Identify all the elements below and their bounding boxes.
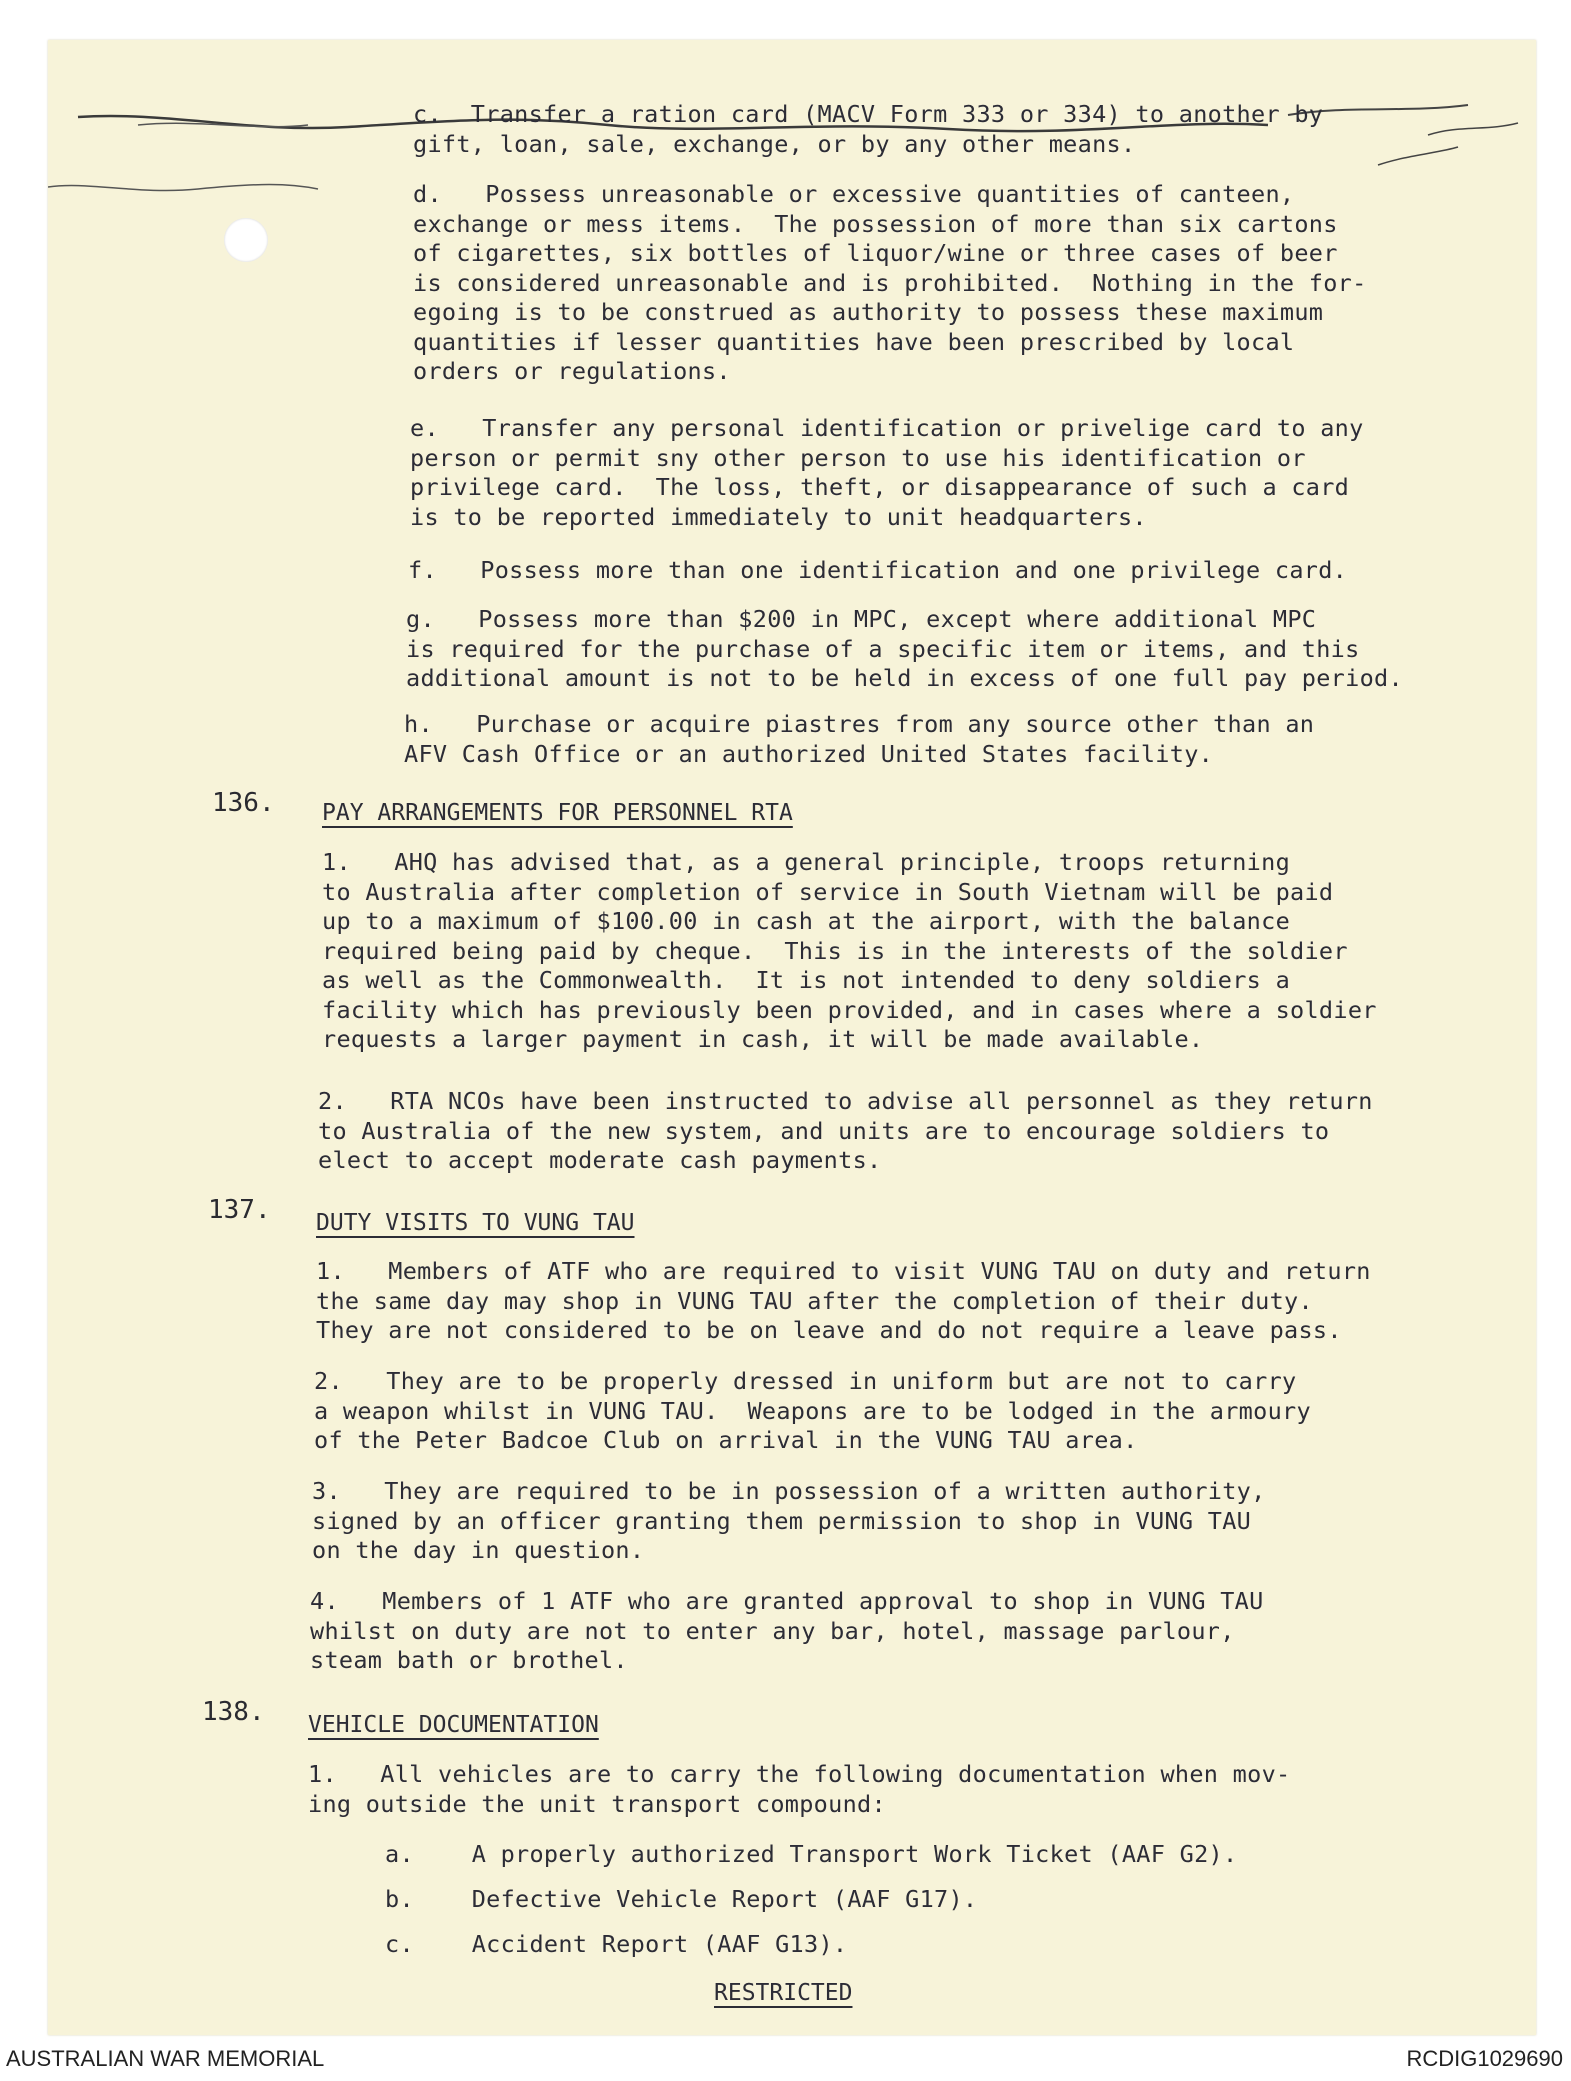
section-heading-138: VEHICLE DOCUMENTATION <box>308 1712 599 1738</box>
section-136-para-2: 2. RTA NCOs have been instructed to advise all personnel as they return to Australia of the new system, and units are to encourage soldiers to elect to accept moderate cash payments. <box>318 1087 1373 1174</box>
section-138-item-a: a. A properly authorized Transport Work Ticket (AAF G2). <box>385 1840 1238 1868</box>
section-137-para-2: 2. They are to be properly dressed in uniform but are not to carry a weapon whilst in VUNG TAU. Weapons are to be lodged in the armoury of the Peter Badcoe Club on arrival in the VUNG TAU area. <box>314 1367 1311 1454</box>
item-g: g. Possess more than $200 in MPC, except where additional MPC is required for the purchase of a specific item or items, and this additional amount is not to be held in excess of one full pay period. <box>406 605 1403 692</box>
section-heading-136: PAY ARRANGEMENTS FOR PERSONNEL RTA <box>322 800 793 826</box>
item-d: d. Possess unreasonable or excessive quantities of canteen, exchange or mess items. The possession of more than six cartons of cigarettes, six bottles of liquor/wine or three cases of beer is considered unreasonable and is prohibited. Nothing in the for- egoing is to be construed as authority to possess these maximum quantities if lesser quantities have been prescribed by local orders or regulations. <box>413 180 1367 385</box>
section-number-138: 138. <box>202 1697 265 1727</box>
section-136-para-1: 1. AHQ has advised that, as a general principle, troops returning to Australia after completion of service in South Vietnam will be paid up to a maximum of $100.00 in cash at the airport, with the balance required being paid by cheque. This is in the interests of the soldier as well as the Commonwealth. It is not intended to deny soldiers a facility which has previously been provided, and in cases where a soldier requests a larger payment in cash, it will be made available. <box>322 848 1377 1053</box>
section-137-para-1: 1. Members of ATF who are required to visit VUNG TAU on duty and return the same day may shop in VUNG TAU after the completion of their duty. They are not considered to be on leave and do not require a leave pass. <box>316 1257 1371 1344</box>
section-138-item-c: c. Accident Report (AAF G13). <box>385 1930 848 1958</box>
section-number-137: 137. <box>208 1195 271 1225</box>
section-heading-137: DUTY VISITS TO VUNG TAU <box>316 1210 635 1236</box>
classification-marking: RESTRICTED <box>714 1980 853 2006</box>
punch-hole <box>224 218 268 262</box>
section-138-para-1: 1. All vehicles are to carry the following documentation when mov- ing outside the unit transport compound: <box>308 1760 1291 1818</box>
item-c: c. Transfer a ration card (MACV Form 333 or 334) to another by gift, loan, sale, exchange, or by any other means. <box>413 100 1324 158</box>
footer-archive-name: AUSTRALIAN WAR MEMORIAL <box>6 2046 325 2071</box>
section-number-136: 136. <box>212 788 275 818</box>
item-e: e. Transfer any personal identification or privelige card to any person or permit sny other person to use his identification or privilege card. The loss, theft, or disappearance of such a card is to be reported immediately to unit headquarters. <box>410 414 1364 531</box>
section-138-item-b: b. Defective Vehicle Report (AAF G17). <box>385 1885 978 1913</box>
item-f: f. Possess more than one identification and one privilege card. <box>408 556 1348 584</box>
footer-record-id: RCDIG1029690 <box>1406 2046 1563 2071</box>
item-h: h. Purchase or acquire piastres from any source other than an AFV Cash Office or an authorized United States facility. <box>404 710 1315 768</box>
section-137-para-4: 4. Members of 1 ATF who are granted approval to shop in VUNG TAU whilst on duty are not to enter any bar, hotel, massage parlour, steam bath or brothel. <box>310 1587 1264 1674</box>
section-137-para-3: 3. They are required to be in possession of a written authority, signed by an officer granting them permission to shop in VUNG TAU on the day in question. <box>312 1477 1266 1564</box>
